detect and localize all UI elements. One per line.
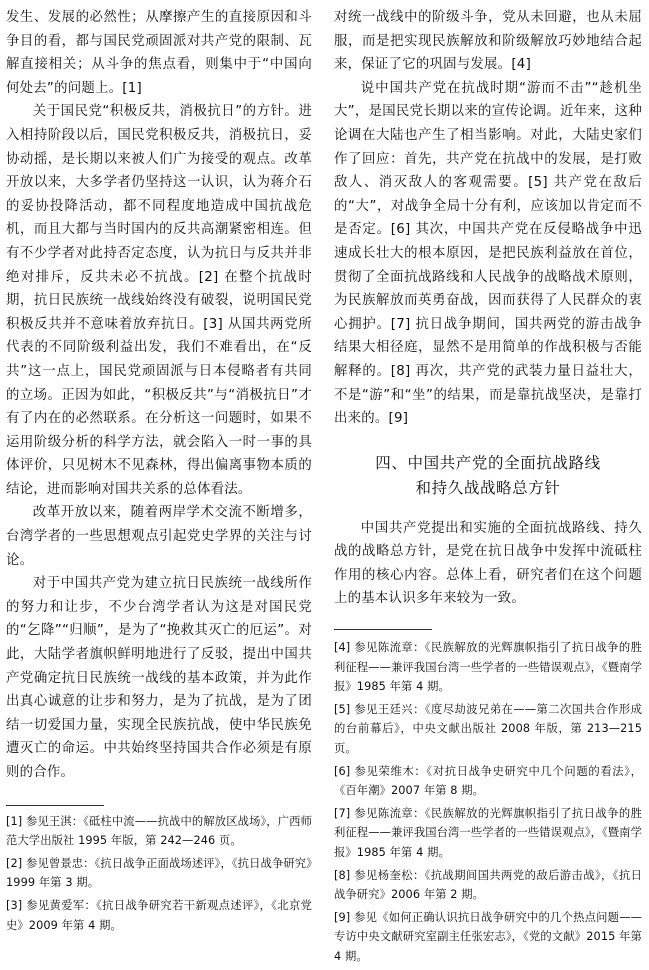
body-paragraph: 发生、发展的必然性；从摩擦产生的直接原因和斗争目的看，都与国民党顽固派对共产党的限制、瓦解直接相关；从斗争的焦点看，则集中于“中国向何处去”的问题上。[1] bbox=[6, 10, 312, 96]
body-paragraph: 中国共产党提出和实施的全面抗战路线、持久战的战略总方针，是党在抗日战争中发挥中流砥柱作用的核心内容。总体上看，研究者们在这个问题上的基本认识多年来较为一致。 bbox=[334, 520, 642, 607]
body-paragraph: 对统一战线中的阶级斗争，党从未回避，也从未屈服，而是把实现民族解放和阶级解放巧妙地结合起来，保证了它的巩固与发展。[4] bbox=[334, 10, 642, 73]
body-paragraph: 改革开放以来，随着两岸学术交流不断增多，台湾学者的一些思想观点引起党史学界的关注与讨论。 bbox=[6, 505, 312, 568]
footnote: [1] 参见王淇：《砥柱中流——抗战中的解放区战场》，广西师范大学出版社 1995 年版，第 242—246 页。 bbox=[6, 814, 312, 848]
footnote: [2] 参见曾景忠：《抗日战争正面战场述评》，《抗日战争研究》1999 年第 3 期。 bbox=[6, 856, 312, 890]
footnotes bbox=[6, 812, 312, 936]
footnote: [6] 参见荣维木：《对抗日战争史研究中几个问题的看法》，《百年潮》2007 年第 8 期。 bbox=[334, 764, 642, 798]
footnote-divider bbox=[334, 629, 432, 630]
footnote: [7] 参见陈流章：《民族解放的光辉旗帜指引了抗日战争的胜利征程——兼评我国台湾一些学者的一些错误观点》，《暨南学报》1985 年第 4 期。 bbox=[334, 806, 642, 859]
right-column bbox=[334, 6, 642, 970]
section-heading bbox=[334, 451, 642, 501]
body-paragraph: 说中国共产党在抗战时期“游而不击”“趁机坐大”，是国民党长期以来的宣传论调。近年来，这种论调在大陆也产生了相当影响。对此，大陆史家们作了回应：首先，共产党在抗战中的发展，是打败敌人、消灭敌人的客观需要。[5] 共产党在敌后的“大”，对战争全局十分有利，应该加以肯定而不是否定。[6] 其次，中国共产党在反侵略战争中迅速成长壮大的根本原因，是把民族利益放在首位，贯彻了全面抗战路线和人民战争的战略战术原则，为民族解放而英勇奋战，因而获得了人民群众的衷心拥护。[7] 抗日战争期间，国共两党的游击战争结果大相径庭，显然不是用简单的作战积极与否能解释的。[8] 再次，共产党的武装力量日益壮大，不是“游”和“坐”的结果，而是靠抗战坚决，是靠打出来的。[9] bbox=[334, 80, 642, 427]
footnotes bbox=[334, 638, 642, 967]
footnote-divider bbox=[6, 805, 104, 806]
footnote: [3] 参见黄爱军：《抗日战争研究若干新观点述评》，《北京党史》2009 年第 4 期。 bbox=[6, 898, 312, 932]
body-paragraph: 对于中国共产党为建立抗日民族统一战线所作的努力和让步，不少台湾学者认为这是对国民党的“乞降”“归顺”，是为了“挽救其灭亡的厄运”。对此，大陆学者旗帜鲜明地进行了反驳，提出中国共产党确定抗日民族统一战线的基本政策，并为此作出真心诚意的让步和努力，是为了抗战，是为了团结一切爱国力量，实现全民族抗战，使中华民族免遭灭亡的命运。中共始终坚持国共合作必须是有原则的合作。 bbox=[6, 576, 312, 780]
body-paragraph: 关于国民党“积极反共，消极抗日”的方针。进入相持阶段以后，国民党积极反共，消极抗日，妥协动摇，是长期以来被人们广为接受的观点。改革开放以来，大多学者仍坚持这一认识，认为蒋介石的妥协投降活动，都不同程度地造成中国抗战危机，而且大都与当时国内的反共高潮紧密相连。但有不少学者对此持否定态度，认为抗日与反共并非绝对排斥，反共未必不抗战。[2] 在整个抗战时期，抗日民族统一战线始终没有破裂，说明国民党积极反共并不意味着放弃抗日。[3] 从国共两党所代表的不同阶级利益出发，我们不难看出，在“反共”这一点上，国民党顽固派与日本侵略者有共同的立场。正因为如此，“积极反共”与“消极抗日”才有了内在的必然联系。在分析这一问题时，如果不运用阶级分析的科学方法，就会陷入一时一事的具体评价，只见树木不见森林，得出偏离事物本质的结论，进而影响对国共关系的总体看法。 bbox=[6, 104, 312, 497]
footnote: [5] 参见王廷兴：《度尽劫波兄弟在——第二次国共合作形成的台前幕后》，中央文献出版社 2008 年版，第 213—215 页。 bbox=[334, 702, 642, 756]
section-heading-line: 四、中国共产党的全面抗战路线 bbox=[375, 453, 601, 472]
left-column bbox=[6, 6, 312, 938]
footnote: [4] 参见陈流章：《民族解放的光辉旗帜指引了抗日战争的胜利征程——兼评我国台湾一些学者的一些错误观点》，《暨南学报》1985 年第 4 期。 bbox=[334, 641, 642, 694]
footnote: [8] 参见杨奎松：《抗战期间国共两党的敌后游击战》，《抗日战争研究》2006 年第 2 期。 bbox=[334, 868, 642, 902]
footnote: [9] 参见《如何正确认识抗日战争研究中的几个热点问题——专访中央文献研究室副主任张宏志》，《党的文献》2015 年第 4 期。 bbox=[334, 910, 642, 963]
section-heading-line: 和持久战战略总方针 bbox=[415, 478, 561, 497]
